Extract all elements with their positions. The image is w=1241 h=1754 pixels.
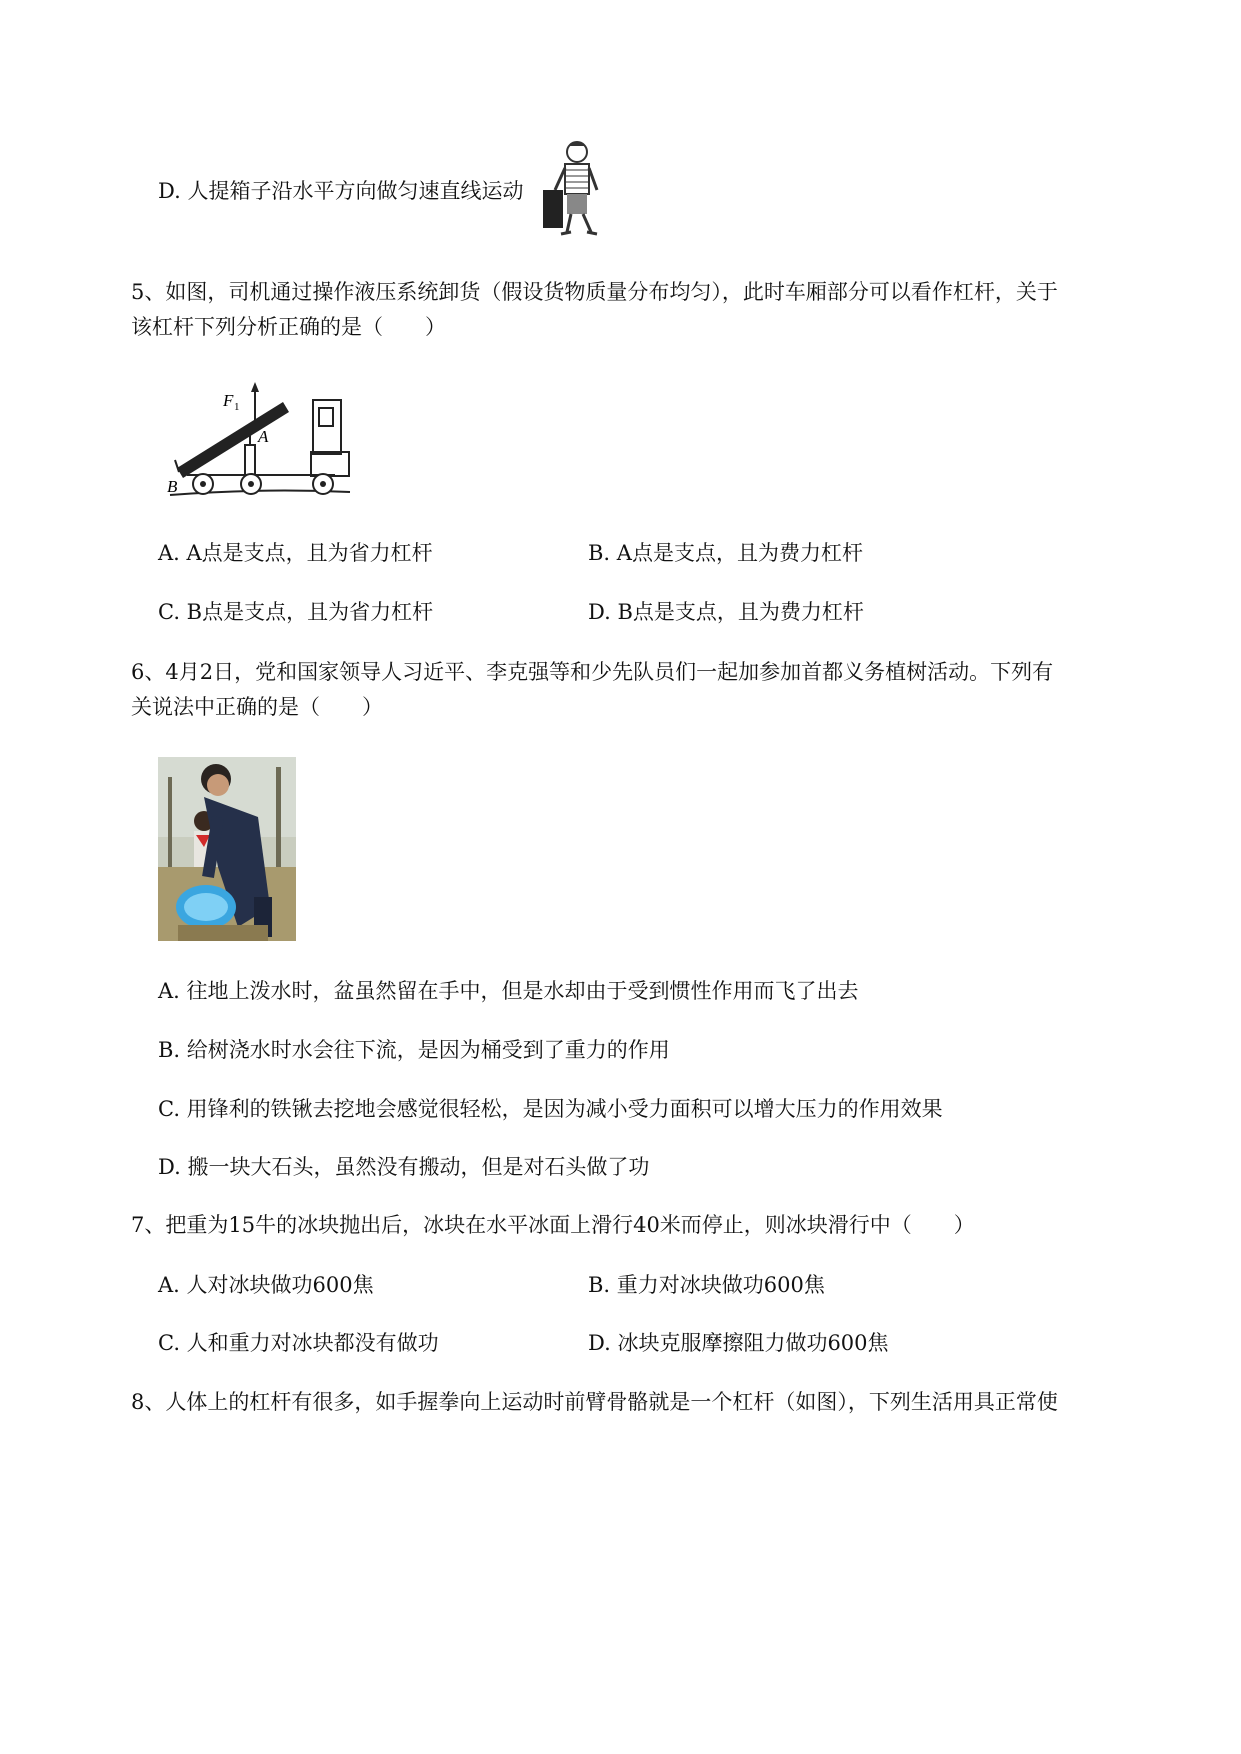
q5-stem-line2: 该杠杆下列分析正确的是（ ） (131, 315, 446, 339)
q6-option-b: B. 给树浇水时水会往下流，是因为桶受到了重力的作用 (158, 1038, 670, 1062)
force-subscript: 1 (234, 401, 240, 413)
q6-option-c: C. 用锋利的铁锹去挖地会感觉很轻松，是因为减小受力面积可以增大压力的作用效果 (158, 1097, 943, 1121)
q5-stem-line1: 5、如图，司机通过操作液压系统卸货（假设货物质量分布均匀），此时车厢部分可以看作杠杆，关于 (131, 280, 1058, 304)
point-a-label: A (258, 427, 269, 446)
q5-option-b: B. A点是支点，且为费力杠杆 (588, 541, 863, 565)
q7-stem: 7、把重为15牛的冰块抛出后，冰块在水平冰面上滑行40米而停止，则冰块滑行中（ ） (131, 1213, 975, 1237)
q7-option-d: D. 冰块克服摩擦阻力做功600焦 (588, 1331, 889, 1355)
q6-option-d: D. 搬一块大石头，虽然没有搬动，但是对石头做了功 (158, 1155, 650, 1179)
tree-planting-photo (158, 757, 296, 941)
q5-option-d: D. B点是支点，且为费力杠杆 (588, 600, 864, 624)
q6-stem-line2: 关说法中正确的是（ ） (131, 695, 383, 719)
q5-option-a: A. A点是支点，且为省力杠杆 (158, 541, 433, 565)
q5-option-c: C. B点是支点，且为省力杠杆 (158, 600, 434, 624)
q7-option-c: C. 人和重力对冰块都没有做功 (158, 1331, 439, 1355)
q8-stem-line1: 8、人体上的杠杆有很多，如手握拳向上运动时前臂骨骼就是一个杠杆（如图），下列生活用具正常使 (131, 1390, 1058, 1414)
point-b-label: B (167, 477, 178, 496)
q7-option-b: B. 重力对冰块做功600焦 (588, 1273, 825, 1297)
q6-option-a: A. 往地上泼水时，盆虽然留在手中，但是水却由于受到惯性作用而飞了出去 (158, 979, 859, 1003)
q6-stem-line1: 6、4月2日，党和国家领导人习近平、李克强等和少先队员们一起加参加首都义务植树活动。下列有 (131, 660, 1054, 684)
q7-option-a: A. 人对冰块做功600焦 (158, 1273, 374, 1297)
dump-truck-lever-figure (165, 380, 355, 500)
q4-option-d: D. 人提箱子沿水平方向做匀速直线运动 (158, 179, 524, 203)
person-carrying-box-figure (535, 138, 615, 238)
force-label: F (223, 391, 234, 410)
